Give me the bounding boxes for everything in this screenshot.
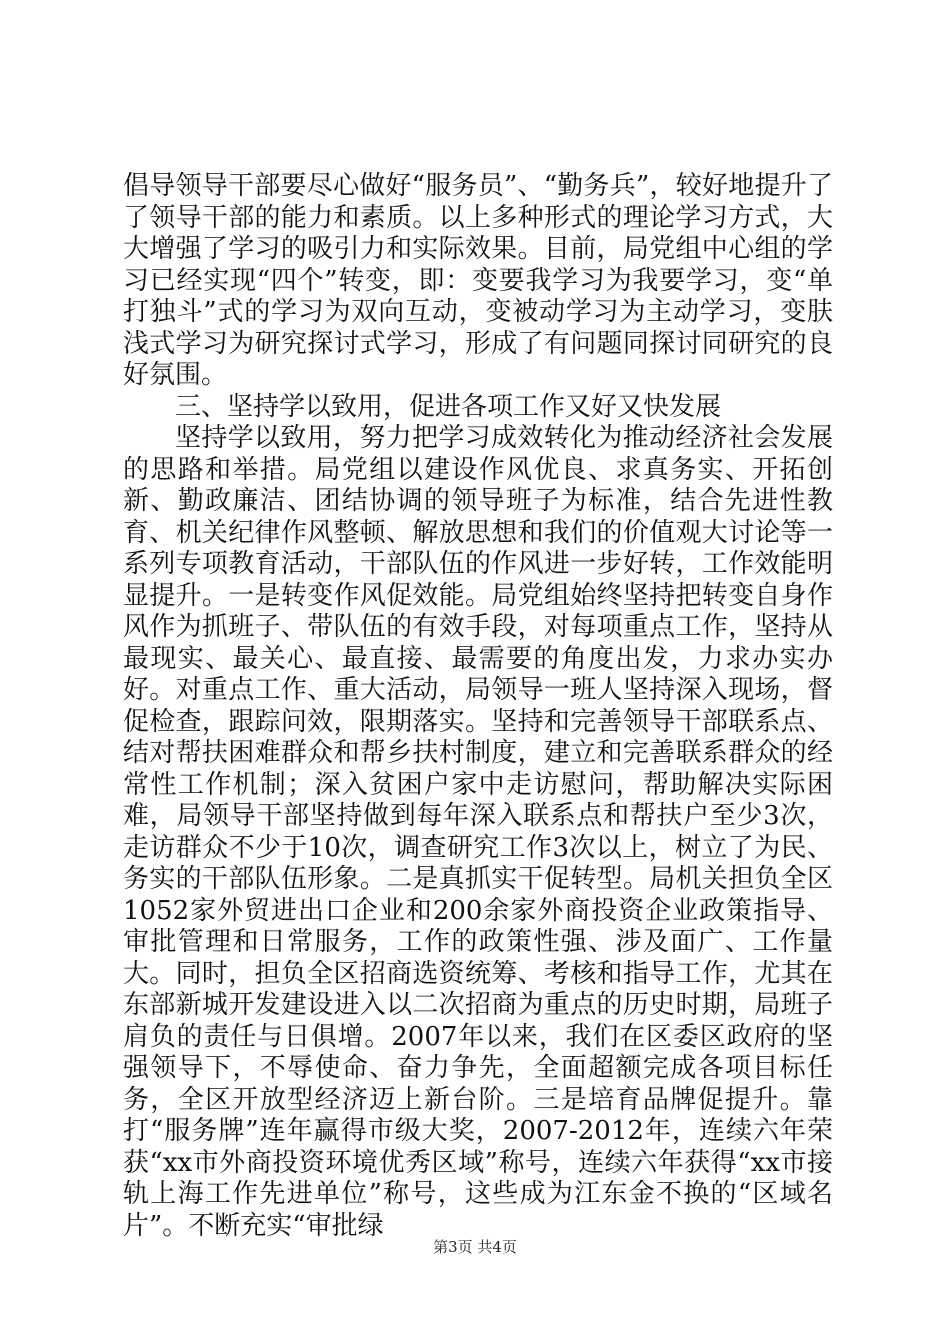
paragraph: 坚持学以致用，努力把学习成效转化为推动经济社会发展的思路和举措。局党组以建设作风优良、求真务实、开拓创新、勤政廉洁、团结协调的领导班子为标准，结合先进性教育、机关纪律作风整顿、解放思想和我们的价值观大讨论等一系列专项教育活动，干部队伍的作风进一步好转，工作效能明显提升。一是转变作风促效能。局党组始终坚持把转变自身作风作为抓班子、带队伍的有效手段，对每项重点工作，坚持从最现实、最关心、最直接、最需要的角度出发，力求办实办好。对重点工作、重大活动，局领导一班人坚持深入现场，督促检查，跟踪问效，限期落实。坚持和完善领导干部联系点、结对帮扶困难群众和帮乡扶村制度，建立和完善联系群众的经常性工作机制；深入贫困户家中走访慰问，帮助解决实际困难，局领导干部坚持做到每年深入联系点和帮扶户至少3次，走访群众不少于10次，调查研究工作3次以上，树立了为民、务实的干部队伍形象。二是真抓实干促转型。局机关担负全区1052家外贸进出口企业和200余家外商投资企业政策指导、审批管理和日常服务，工作的政策性强、涉及面广、工作量大。同时，担负全区招商选资统筹、考核和指导工作，尤其在东部新城开发建设进入以二次招商为重点的历史时期，局班子肩负的责任与日俱增。2007年以来，我们在区委区政府的坚强领导下，不辱使命、奋力争先，全面超额完成各项目标任务，全区开放型经济迈上新台阶。三是培育品牌促提升。靠打“服务牌”连年赢得市级大奖，2007-2012年，连续六年荣获“xx市外商投资环境优秀区域”称号，连续六年获得“xx市接轨上海工作先进单位”称号，这些成为江东金不换的“区域名片”。不断充实“审批绿 [123, 423, 833, 1241]
page-number-footer: 第3页 共4页 [433, 1238, 517, 1256]
section-heading: 三、坚持学以致用，促进各项工作又好又快发展 [175, 391, 722, 422]
document-body [123, 171, 833, 1242]
paragraph-continuation: 倡导领导干部要尽心做好“服务员”、“勤务兵”，较好地提升了了领导干部的能力和素质。以上多种形式的理论学习方式，大大增强了学习的吸引力和实际效果。目前，局党组中心组的学习已经实现“四个”转变，即：变要我学习为我要学习，变“单打独斗”式的学习为双向互动，变被动学习为主动学习，变肤浅式学习为研究探讨式学习，形成了有问题同探讨同研究的良好氛围。 [123, 171, 833, 390]
